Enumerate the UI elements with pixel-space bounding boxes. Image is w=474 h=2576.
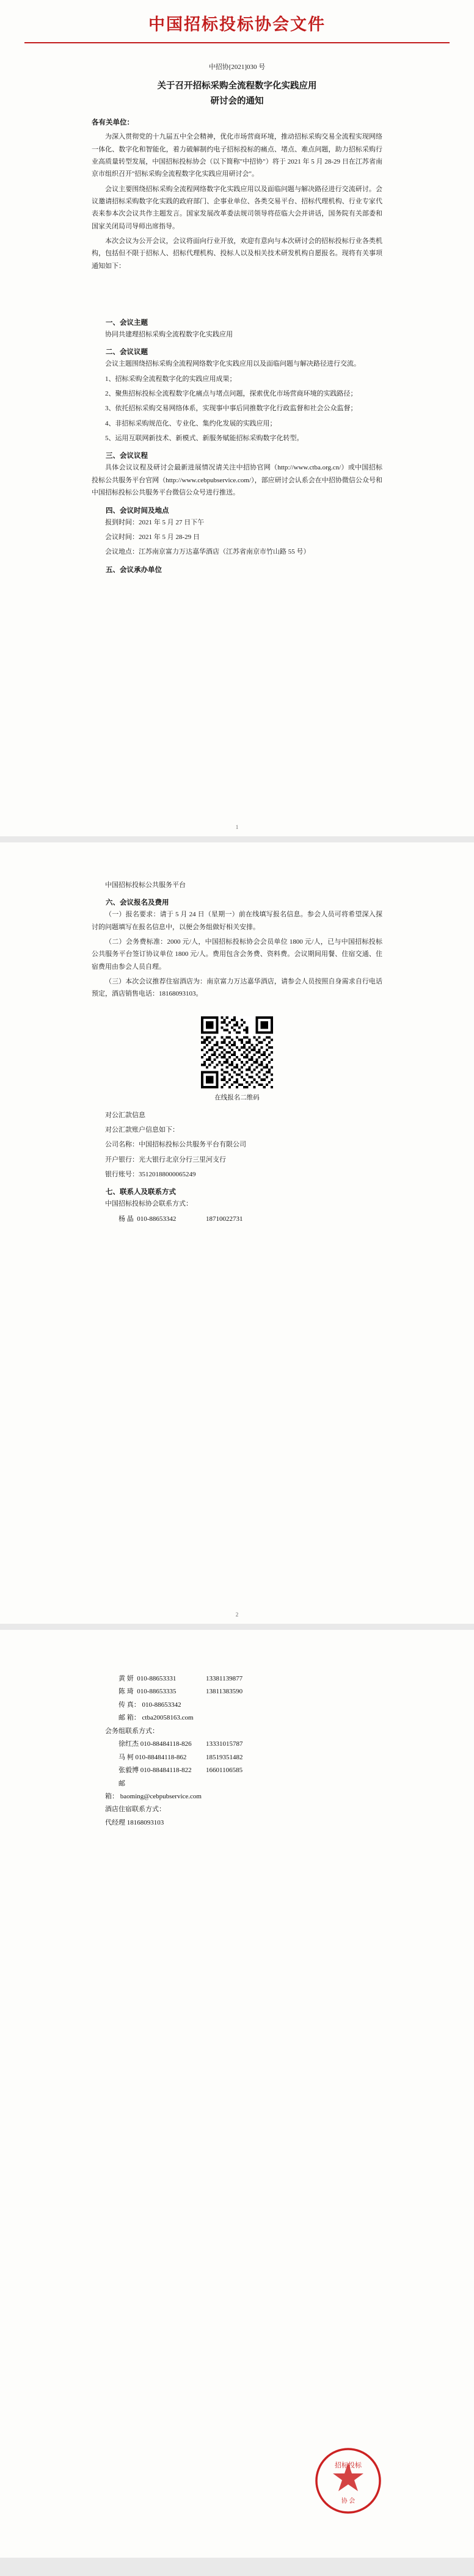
contact-row	[92, 1213, 382, 1226]
section-heading: 四、会议时间及地点	[106, 507, 169, 515]
page-number: 2	[235, 1612, 239, 1618]
payment-heading: 对公汇款信息	[105, 1111, 145, 1119]
contact-mobile: 13331015787	[206, 1740, 243, 1748]
section-heading: 二、会议议题	[106, 349, 148, 356]
document-page-1	[0, 0, 474, 842]
contact-mobile: 18519351482	[206, 1753, 243, 1761]
page-title	[92, 79, 382, 109]
document-page-2	[0, 842, 474, 1630]
contact-name-phone: 徐红杰 010-88484118-826	[119, 1740, 192, 1748]
section-line: 协同共建理招标采购全流程数字化实践应用	[105, 331, 233, 339]
contact-row	[92, 1751, 382, 1764]
seal-image	[314, 2447, 382, 2515]
section-line: （三）本次会议推荐住宿酒店为：南京富力万达嘉华酒店，请参会人员按照自身需求自行电话预定，酒店销售电话：18168093103。	[92, 978, 382, 998]
body-paragraph: 会议主要围绕招标采购全流程网络数字化实践应用以及面临问题与解决路径进行交流研讨。会议邀请招标采购数字化实践的政府部门、企事业单位、各类交易平台、招标代理机构、行业专家代表来参本次会议共作主题发言。国家发展改革委法规司领导将莅临大会并讲话，国务院有关部委和国家关闭局司导师出席指导。	[92, 185, 382, 230]
section-line: 1、招标采购全流程数字化的实践应用成果；	[105, 375, 236, 383]
contact-row	[92, 1764, 382, 1777]
contact-row	[92, 1712, 382, 1724]
contact-name-phone: 黄 妍 010-88653331	[119, 1675, 177, 1682]
body-paragraph: 本次会议为公开会议，会议将面向行业开放，欢迎有意向与本次研讨会的招标投标行业各类机构，包括但不限于招标人、招标代理机构、投标人以及相关技术研发机构自愿报名。现将有关事项通知如下：	[92, 237, 382, 270]
contact-mobile: 16601106585	[206, 1767, 243, 1775]
qr-code-image[interactable]	[201, 1016, 273, 1088]
contact-mobile: 13381139877	[206, 1675, 243, 1682]
payment-line: 开户银行：光大银行北京分行三里河支行	[105, 1156, 226, 1163]
document-page-3	[0, 1630, 474, 2564]
section-heading: 三、会议议程	[106, 452, 148, 460]
contact-mobile: 13811383590	[206, 1688, 243, 1696]
contact-row	[92, 1699, 382, 1712]
section-line: 具体会议议程及研讨会最新进展情况请关注中招协官网（http://www.ctba.org.cn/）或中国招标投标公共服务平台官网（http://www.cebpubservice.com/），部应研讨会认系会在中招协微信公众号和中国招标投标公共服务平台微信公众号进行推送。	[92, 464, 382, 497]
contact-name-phone: 张毅博 010-88484118-822	[119, 1767, 192, 1775]
payment-line: 银行账号：35120188000065249	[105, 1171, 196, 1179]
section-heading: 一、会议主题	[106, 319, 148, 327]
section-line: （二）会务费标准：2000 元/人，中国招标投标协会会员单位 1800 元/人，已与中国招标投标公共服务平台签订协议单位 1800 元/人。费用包含会务费、资料费。会议期间用餐、住宿交通、住宿费用由参会人员自理。	[92, 938, 382, 971]
section-heading: 五、会议承办单位	[106, 566, 162, 574]
salutation: 各有关单位：	[92, 119, 134, 127]
section-line: 5、运用互联网新技术、新模式、新服务赋能招标采购数字化转型。	[105, 435, 304, 443]
contact-row	[92, 1673, 382, 1685]
section-line: 会议地点：江苏南京富力万达嘉华酒店（江苏省南京市竹山路 55 号）	[105, 548, 310, 556]
contact-email: 邮 箱： ctba20058163.com	[119, 1714, 194, 1722]
registration-qr-code[interactable]	[92, 1016, 382, 1091]
document-number: 中招协[2021]030 号	[208, 63, 266, 71]
section-heading: 七、联系人及联系方式	[106, 1189, 176, 1196]
payment-intro: 对公汇款账户信息如下：	[105, 1126, 179, 1134]
contact-name-phone: 陈 琦 010-88653335	[119, 1688, 177, 1696]
svg-text:招标投标: 招标投标	[335, 2462, 362, 2469]
page-number: 1	[235, 824, 239, 830]
contact-org: 中国招标投标协会联系方式：	[105, 1200, 192, 1208]
section-line: 会议主题围绕招标采购全流程网络数字化实践应用以及面临问题与解决路径进行交流。	[105, 360, 360, 368]
contact-email: 邮 箱： baoming@cebpubservice.com	[105, 1779, 202, 1800]
contact-row	[92, 1738, 382, 1751]
contact-row	[92, 1778, 382, 1804]
section-line: （一）报名要求：请于 5 月 24 日（星期一）前在线填写报名信息。参会人员可将希望深入探讨的问题填写在报名信息中，以便会务组做好相关安排。	[92, 911, 382, 931]
section-line: 会议时间：2021 年 5 月 28-29 日	[105, 533, 200, 541]
page-title-line2: 研讨会的通知	[210, 96, 264, 106]
hotel-contact: 代经理 18168093103	[105, 1818, 164, 1826]
section-heading: 六、会议报名及费用	[106, 899, 169, 907]
section-line: 2、聚焦招标投标全流程数字化痛点与堵点问题，探索优化市场营商环境的实践路径；	[105, 390, 357, 398]
hotel-contact-heading: 酒店住宿联系方式：	[105, 1806, 166, 1814]
contact-fax: 传 真： 010-88653342	[119, 1701, 181, 1709]
platform-contact-heading: 会务组联系方式：	[105, 1727, 159, 1735]
page-title-line1: 关于召开招标采购全流程数字化实践应用	[157, 81, 317, 91]
contact-row	[92, 1685, 382, 1698]
section-line: 报到时间：2021 年 5 月 27 日下午	[105, 518, 205, 526]
qr-caption: 在线报名二维码	[214, 1094, 260, 1101]
section-line: 3、依托招标采购交易网络体系，实现事中事后同推数字化行政监督和社会公众监督；	[105, 405, 357, 413]
body-paragraph: 为深入贯彻党的十九届五中全会精神，优化市场营商环境，推动招标采购交易全流程实现网络一体化、数字化和智能化，着力破解制约电子招标投标的痛点、堵点、难点问题，助力招标采购行业高质量转型发展，中国招标投标协会（以下简称"中招协"）将于 2021 年 5 月 28-29 日在江苏省南京市组织召开"招标采购全流程数字化实践应用研讨会"。	[92, 133, 382, 178]
payment-line: 公司名称：中国招标投标公共服务平台有限公司	[105, 1141, 246, 1149]
document-header-title: 中国招标投标协会文件	[148, 15, 326, 34]
contact-name-phone: 马 柯 010-88484118-862	[119, 1753, 187, 1761]
svg-text:协 会: 协 会	[341, 2498, 356, 2505]
official-seal	[314, 2447, 382, 2515]
section-line: 4、非招标采购规范化、专业化、集约化发展的实践应用；	[105, 419, 277, 427]
host-unit: 中国招标投标公共服务平台	[105, 881, 186, 889]
contact-name-phone: 杨 晶 010-88653342	[119, 1215, 177, 1223]
contact-mobile: 18710022731	[206, 1215, 243, 1223]
